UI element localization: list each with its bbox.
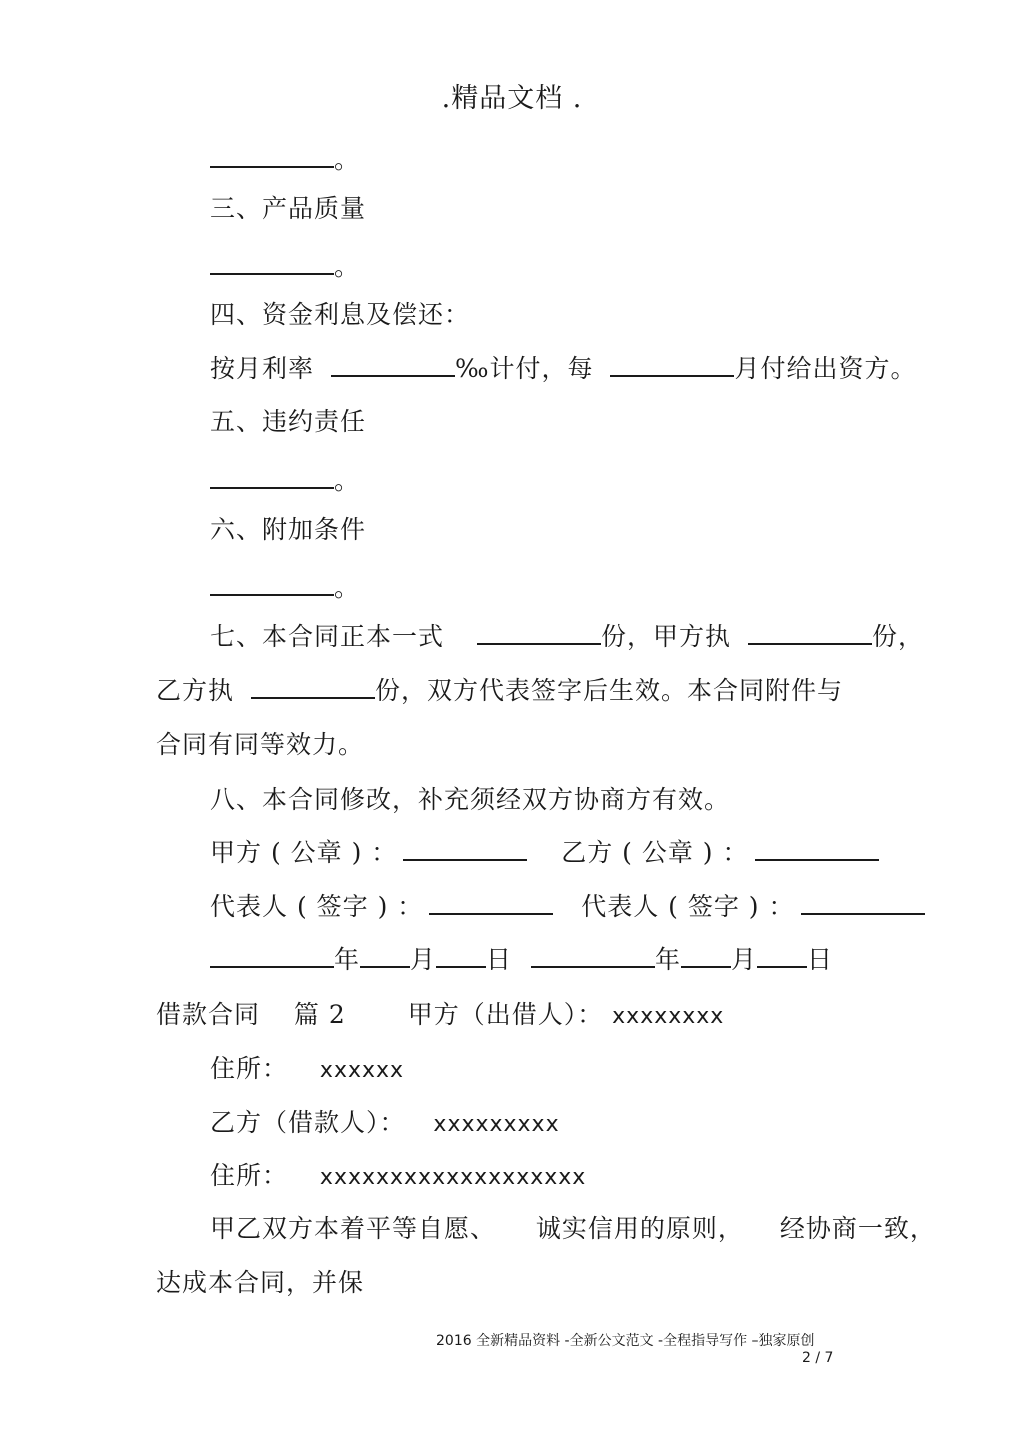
section-5-heading: 五、违约责任 [210,407,367,436]
blank-field [681,944,731,968]
blank-field [801,891,925,915]
signature-line [210,890,925,924]
text: ‰计付，每 [454,354,594,383]
section-7-cont [156,674,843,708]
blank-field [436,944,486,968]
section-7-line [210,620,924,654]
blank-field [210,465,334,489]
address-label: 住所： [210,1161,289,1190]
lender-address-line [210,1052,404,1088]
text: 份，甲方执 [600,622,731,651]
borrower-label: 乙方（借款人）： [210,1108,406,1137]
blank-field [403,837,527,861]
day-label: 日 [486,945,513,974]
page-number: 2 / 7 [802,1350,834,1366]
blank-field [331,353,455,377]
section-7-end: 合同有同等效力。 [156,730,365,759]
lender-value: xxxxxxxx [612,1004,725,1029]
blank-field [610,353,734,377]
contract-2-title-line [156,998,724,1034]
fill-line-4 [210,571,360,605]
blank-field [477,621,601,645]
year-label: 年 [334,945,361,974]
preamble-line [210,1212,936,1246]
party-b-seal-label: 乙方 ( 公章 ) ： [561,838,749,867]
fill-line-3 [210,464,360,498]
blank-field [210,572,334,596]
blank-field [210,944,334,968]
address-value: xxxxxx [319,1058,405,1083]
blank-field [210,251,334,275]
blank-field [429,891,553,915]
section-3-heading: 三、产品质量 [210,194,367,223]
text: 月付给出资方。 [734,354,917,383]
text: 诚实信用的原则， [535,1214,744,1243]
period: 。 [334,252,361,281]
lender-label: 甲方（出借人）： [407,1000,604,1029]
borrower-line [210,1106,560,1142]
contract-title: 借款合同 [156,1000,261,1029]
day-label: 日 [807,945,834,974]
period: 。 [334,145,361,174]
borrower-value: xxxxxxxxx [433,1112,560,1137]
seal-line [210,836,879,870]
text: 份，双方代表签字后生效。本合同附件与 [374,676,843,705]
address-label: 住所： [210,1054,289,1083]
preamble-cont: 达成本合同，并保 [156,1268,365,1297]
text: 份， [871,622,924,651]
text: 按月利率 [210,354,315,383]
interest-line [210,352,916,386]
document-header: .精品文档 . [441,83,583,114]
blank-field [251,675,375,699]
text: 七、本合同正本一式 [210,622,445,651]
blank-field [531,944,655,968]
blank-field [757,944,807,968]
page-footer: 2016 全新精品资料 -全新公文范文 -全程指导写作 –独家原创 [436,1333,815,1349]
party-b-rep-label: 代表人 ( 签字 ) ： [581,892,795,921]
text: 经协商一致， [779,1214,936,1243]
text: 甲乙双方本着平等自愿、 [210,1214,497,1243]
month-label: 月 [731,945,758,974]
blank-field [755,837,879,861]
date-line [210,943,833,977]
fill-line-2 [210,250,360,284]
section-6-heading: 六、附加条件 [210,515,367,544]
month-label: 月 [410,945,437,974]
text: 乙方执 [156,676,235,705]
year-label: 年 [655,945,682,974]
address-value: xxxxxxxxxxxxxxxxxxx [319,1165,587,1190]
blank-field [748,621,872,645]
section-8-line: 八、本合同修改，补充须经双方协商方有效。 [210,785,731,814]
party-a-seal-label: 甲方 ( 公章 ) ： [210,838,398,867]
section-4-heading: 四、资金利息及偿还： [210,300,471,329]
borrower-address-line [210,1159,586,1195]
chapter-label: 篇 2 [293,1000,346,1029]
blank-field [210,144,334,168]
period: 。 [334,573,361,602]
period: 。 [334,466,361,495]
blank-field [360,944,410,968]
party-a-rep-label: 代表人 ( 签字 ) ： [210,892,424,921]
fill-line-1 [210,143,360,177]
